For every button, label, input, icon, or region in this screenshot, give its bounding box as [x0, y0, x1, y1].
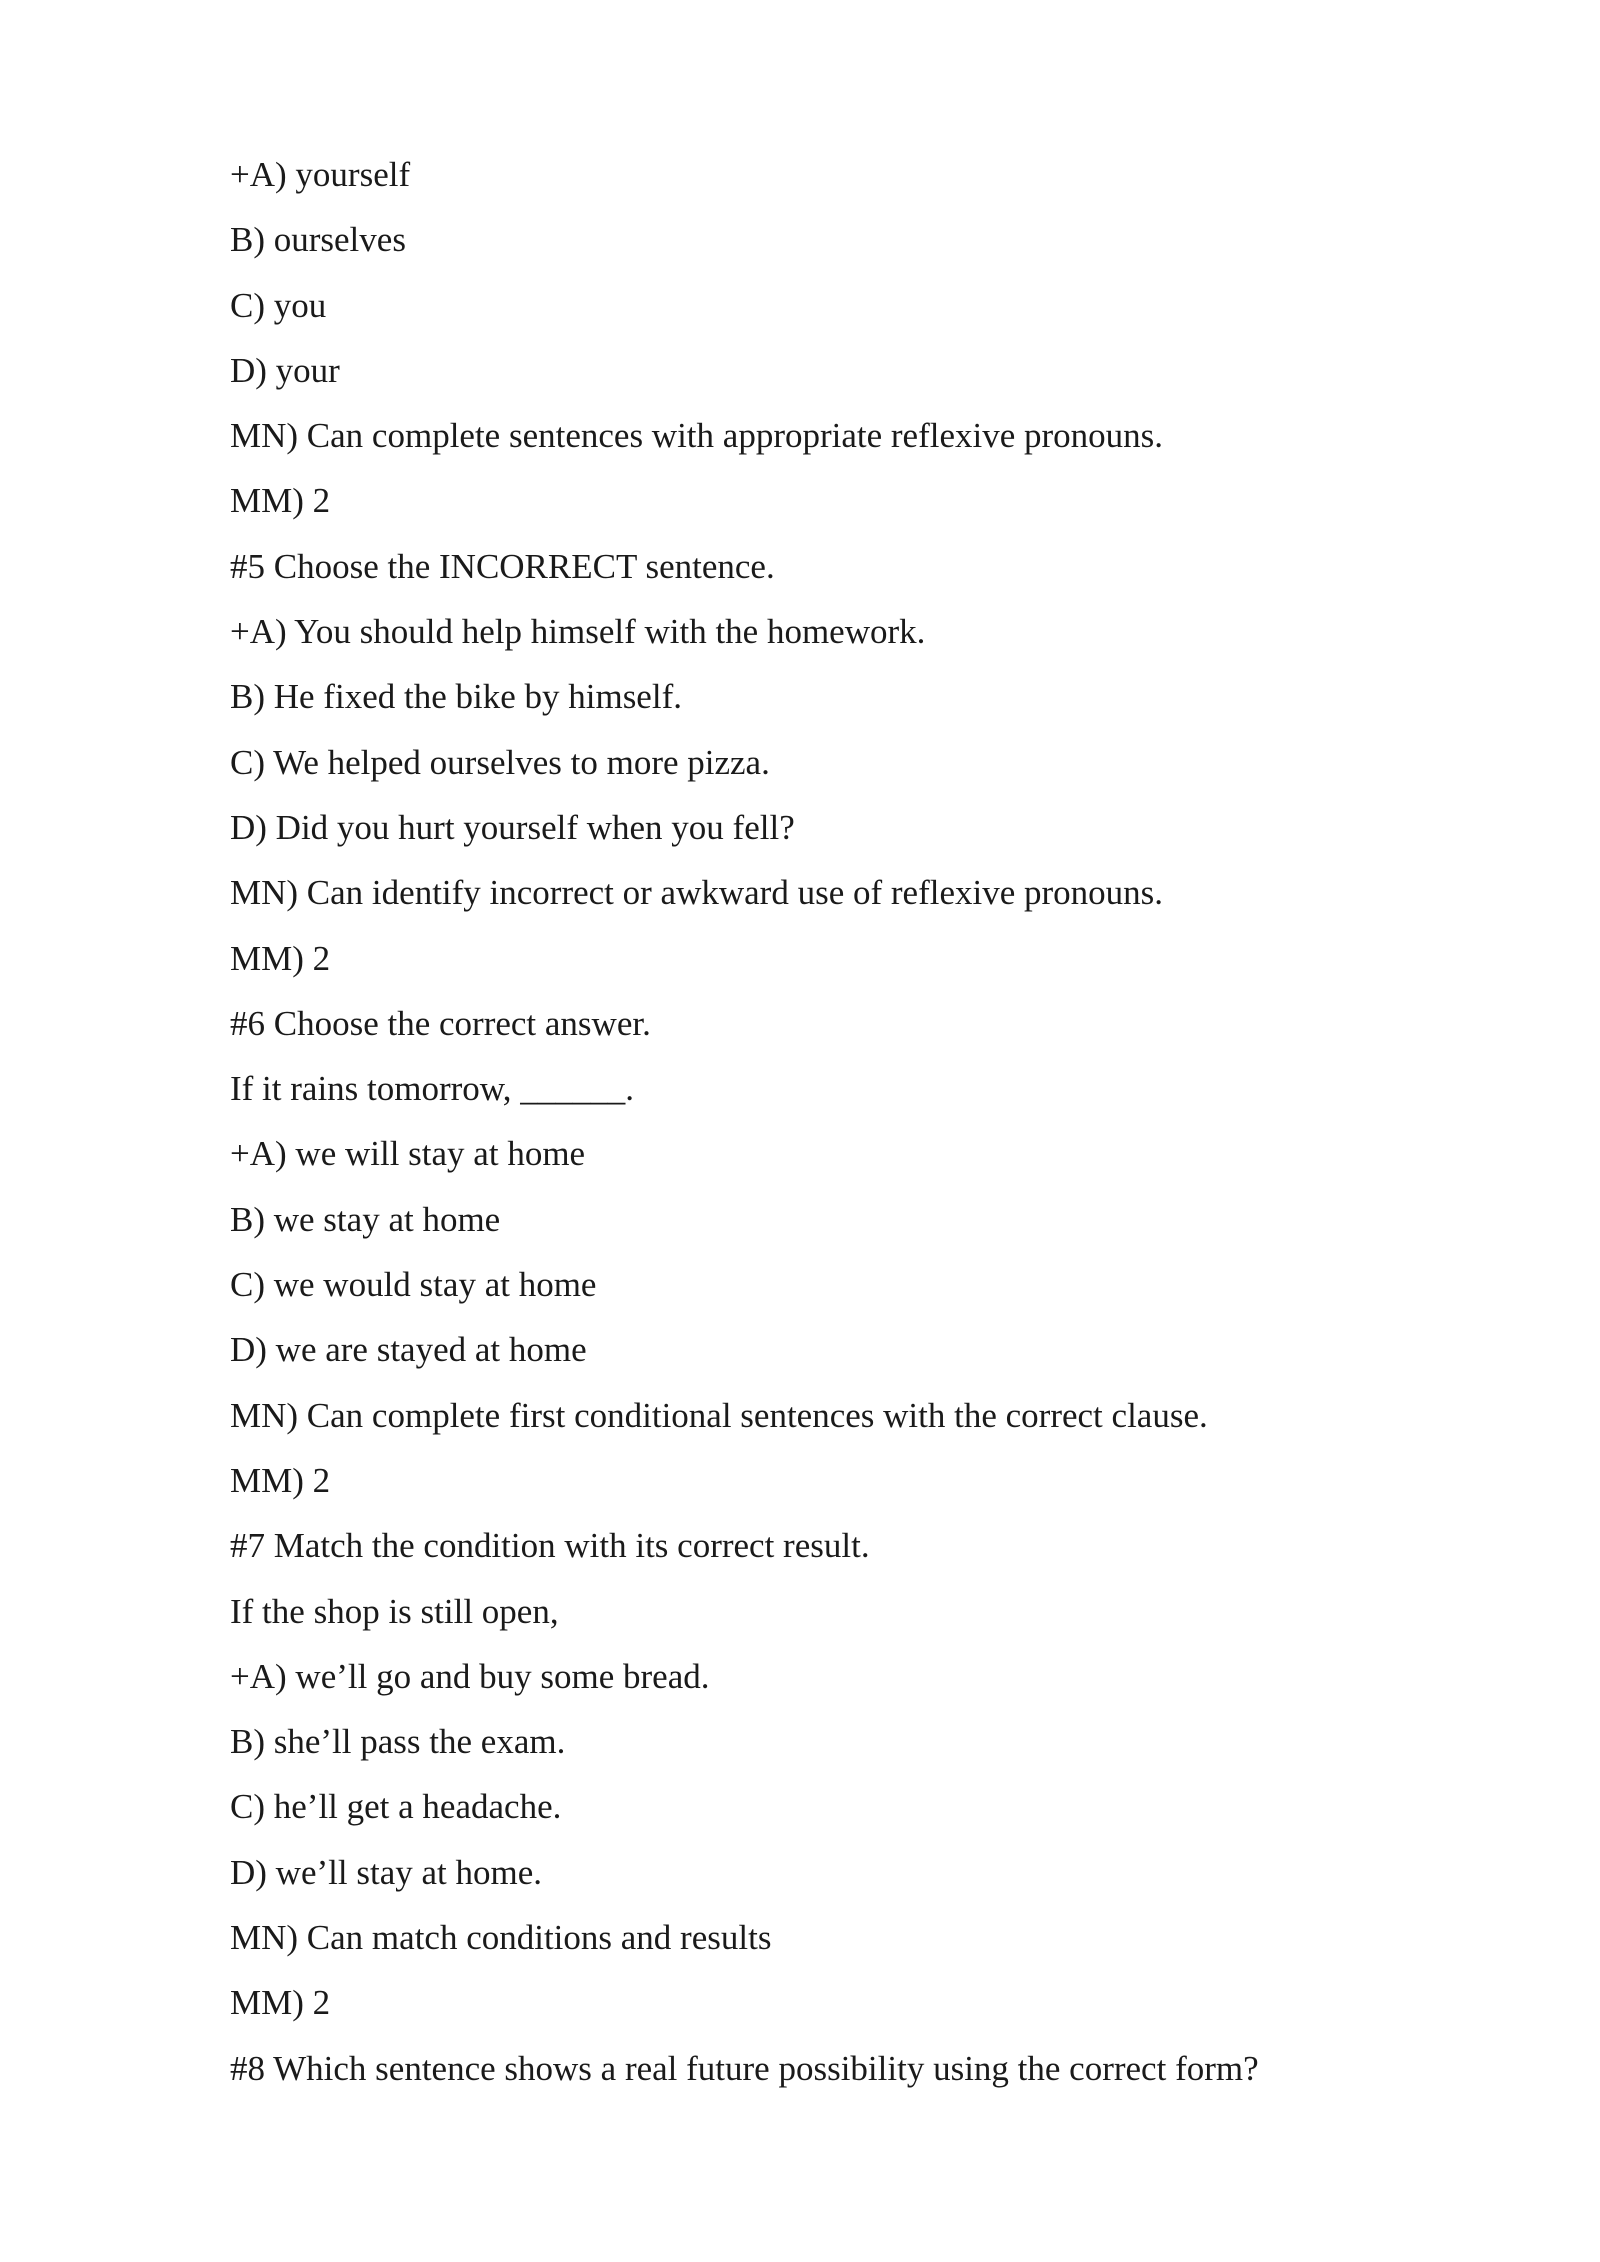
question-heading: #7 Match the condition with its correct result. [230, 1526, 870, 1566]
option-a-correct: +A) You should help himself with the homework. [230, 612, 926, 652]
question-heading: #6 Choose the correct answer. [230, 1003, 651, 1043]
meta-note: MN) Can complete first conditional sentences with the correct clause. [230, 1395, 1208, 1435]
option-b: B) we stay at home [230, 1199, 501, 1239]
option-a-correct: +A) we will stay at home [230, 1134, 586, 1174]
question-prompt: If the shop is still open, [230, 1591, 559, 1631]
page-content [230, 146, 1530, 2105]
meta-marks: MM) 2 [230, 481, 331, 521]
option-c: C) We helped ourselves to more pizza. [230, 742, 770, 782]
option-d: D) your [230, 350, 340, 390]
option-c: C) you [230, 285, 327, 325]
option-b: B) ourselves [230, 220, 406, 260]
question-prompt: If it rains tomorrow, ______. [230, 1069, 635, 1109]
meta-marks: MM) 2 [230, 938, 331, 978]
question-heading: #8 Which sentence shows a real future possibility using the correct form? [230, 2048, 1259, 2088]
meta-marks: MM) 2 [230, 1460, 331, 1500]
option-d: D) Did you hurt yourself when you fell? [230, 807, 795, 847]
option-c: C) he’ll get a headache. [230, 1787, 562, 1827]
option-a-correct: +A) yourself [230, 155, 411, 194]
meta-note: MN) Can complete sentences with appropriate reflexive pronouns. [230, 416, 1164, 456]
option-b: B) she’ll pass the exam. [230, 1722, 566, 1762]
option-a-correct: +A) we’ll go and buy some bread. [230, 1656, 710, 1696]
option-d: D) we’ll stay at home. [230, 1852, 542, 1892]
question-heading: #5 Choose the INCORRECT sentence. [230, 546, 775, 586]
option-b: B) He fixed the bike by himself. [230, 677, 682, 717]
meta-note: MN) Can match conditions and results [230, 1918, 772, 1958]
meta-note: MN) Can identify incorrect or awkward use of reflexive pronouns. [230, 873, 1164, 913]
meta-marks: MM) 2 [230, 1983, 331, 2023]
option-d: D) we are stayed at home [230, 1330, 587, 1370]
option-c: C) we would stay at home [230, 1265, 597, 1305]
